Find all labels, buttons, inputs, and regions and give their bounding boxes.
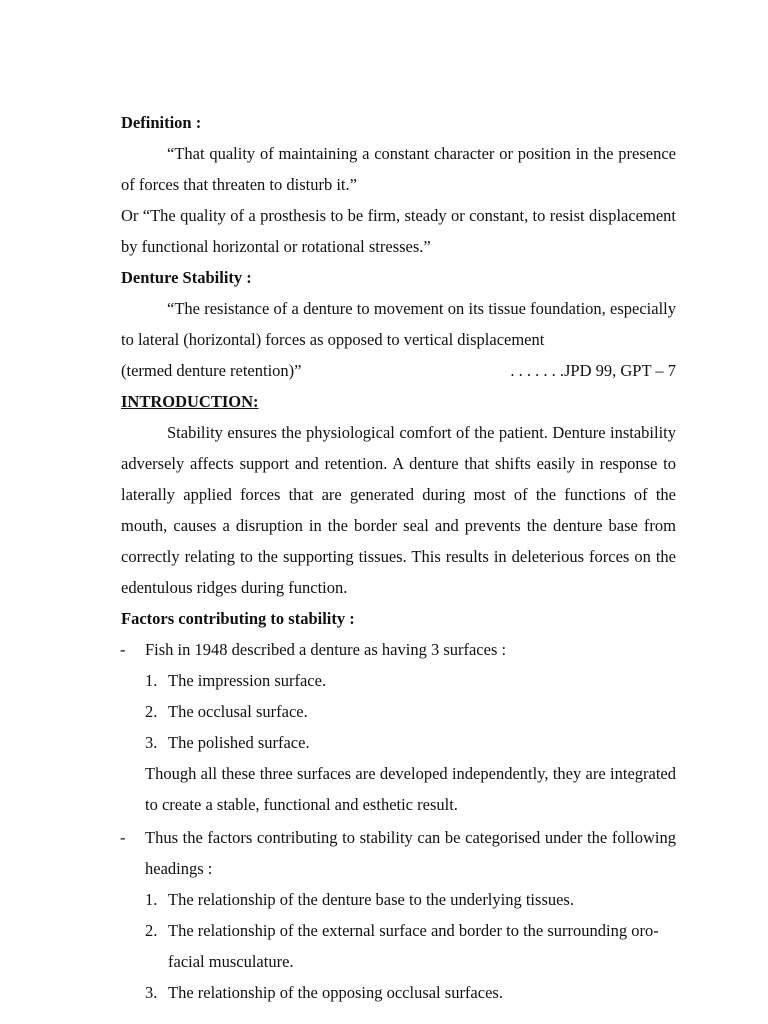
list-item xyxy=(121,665,676,696)
factors-heading: Factors contributing to stability : xyxy=(121,609,355,628)
document-page xyxy=(121,107,676,1008)
factors-bullet-1 xyxy=(121,634,676,665)
list-number: 1. xyxy=(145,890,158,909)
dash-marker: - xyxy=(120,640,126,659)
list-number: 2. xyxy=(145,921,158,940)
list-item xyxy=(121,915,676,977)
list-item-text: The relationship of the denture base to the underlying tissues. xyxy=(168,890,574,909)
surfaces-list xyxy=(121,665,676,758)
factors-bullet-1-text: Fish in 1948 described a denture as having 3 surfaces : xyxy=(145,640,507,659)
denture-stability-citation-line xyxy=(121,355,676,386)
dash-marker: - xyxy=(120,828,126,847)
list-item-text: The polished surface. xyxy=(168,733,310,752)
list-item-text: The occlusal surface. xyxy=(168,702,308,721)
denture-stability-paragraph: “The resistance of a denture to movement on its tissue foundation, especially to lateral (horizontal) forces as opposed to vertical displacement xyxy=(121,299,676,349)
list-number: 1. xyxy=(145,671,158,690)
list-item-text: The relationship of the opposing occlusal surfaces. xyxy=(168,983,503,1002)
introduction-paragraph: Stability ensures the physiological comfort of the patient. Denture instability adversely affects support and retention. A denture that shifts easily in response to laterally applied forces that are generated during most of the functions of the mouth, causes a disruption in the border seal and prevents the denture base from correctly relating to the supporting tissues. This results in deleterious forces on the edentulous ridges during function. xyxy=(121,423,676,597)
list-number: 2. xyxy=(145,702,158,721)
factors-bullet-2 xyxy=(121,822,676,884)
definition-paragraph-1: “That quality of maintaining a constant character or position in the presence of forces that threaten to disturb it.” xyxy=(121,144,676,194)
surfaces-note: Though all these three surfaces are developed independently, they are integrated to create a stable, functional and esthetic result. xyxy=(145,764,676,814)
list-item xyxy=(121,884,676,915)
list-item-text: The relationship of the external surface and border to the surrounding oro-facial musculature. xyxy=(168,921,659,971)
list-item xyxy=(121,977,676,1008)
list-item-text: The impression surface. xyxy=(168,671,327,690)
factors-bullet-2-text: Thus the factors contributing to stability can be categorised under the following headings : xyxy=(145,828,676,878)
list-item xyxy=(121,727,676,758)
definition-paragraph-2: Or “The quality of a prosthesis to be firm, steady or constant, to resist displacement by functional horizontal or rotational stresses.” xyxy=(121,206,676,256)
introduction-heading: INTRODUCTION: xyxy=(121,392,259,411)
definition-heading: Definition : xyxy=(121,113,202,132)
citation: . . . . . . .JPD 99, GPT – 7 xyxy=(510,361,676,380)
list-item xyxy=(121,696,676,727)
list-number: 3. xyxy=(145,983,158,1002)
denture-stability-last-line: (termed denture retention)” xyxy=(121,361,302,380)
denture-stability-heading: Denture Stability : xyxy=(121,268,252,287)
list-number: 3. xyxy=(145,733,158,752)
headings-list xyxy=(121,884,676,1008)
